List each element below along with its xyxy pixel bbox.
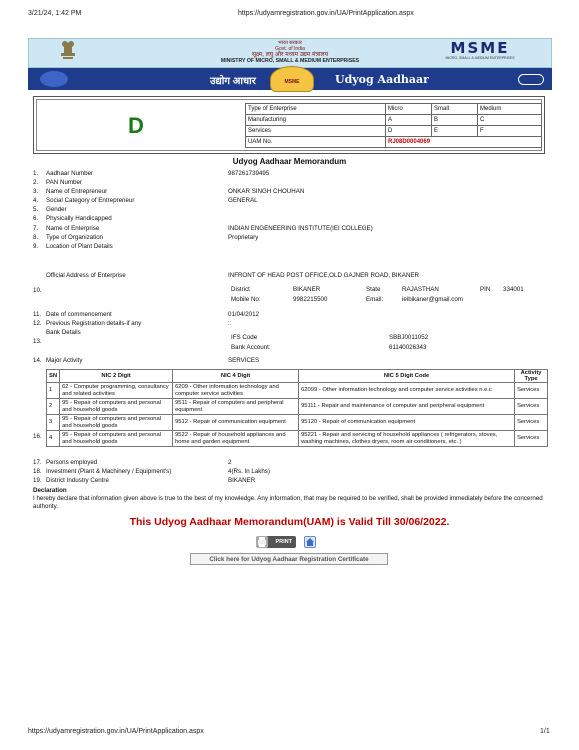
nic-activity-type: Services — [515, 383, 548, 399]
print-url-top: https://udyamregistration.gov.in/UA/PrintApplication.aspx — [238, 10, 414, 17]
email-value: ieibikaner@gmail.com — [402, 296, 463, 303]
makeinindia-logo-icon — [518, 74, 544, 85]
column-header: SN — [47, 370, 60, 383]
table-cell: Services — [246, 126, 386, 137]
nic-sn: 3 — [47, 415, 60, 431]
nic-5-digit: 95221 - Repair and servicing of household appliances ( refrigerators, stoves, washing machines, clothes dryers, room air conditioners, etc. ) — [299, 431, 515, 447]
govt-label: Govt. of India — [275, 46, 305, 52]
field-number: 1. — [33, 170, 39, 177]
nic-activity-type: Services — [515, 415, 548, 431]
previous-number: 12. — [33, 320, 42, 327]
field-label: Type of Organization — [46, 234, 104, 241]
table-cell: D — [386, 126, 432, 137]
field-value: ONKAR SINGH CHOUHAN — [228, 188, 305, 195]
page-count: 1/1 — [540, 728, 550, 735]
mobile-value: 9982215500 — [293, 296, 328, 303]
field-number: 3. — [33, 188, 39, 195]
pin-value: 334001 — [503, 286, 524, 293]
field-label: Social Category of Entrepreneur — [46, 197, 135, 204]
table-cell: F — [478, 126, 542, 137]
nic-activity-type: Services — [515, 431, 548, 447]
table-row — [246, 104, 542, 115]
field-label: Aadhaar Number — [46, 170, 94, 177]
field-label: Location of Plant Details — [46, 243, 113, 250]
previous-label: Previous Registration details-if any — [46, 320, 142, 327]
ministry-label: MINISTRY OF MICRO, SMALL & MEDIUM ENTERPRISES — [220, 58, 360, 64]
bank-label: Bank Details — [46, 329, 81, 336]
udyog-aadhaar-hindi: उद्योग आधार — [210, 76, 256, 87]
certificate-link-button[interactable]: Click here for Udyog Aadhaar Registration Certificate — [190, 553, 388, 565]
print-url-bottom: https://udyamregistration.gov.in/UA/PrintApplication.aspx — [28, 728, 204, 735]
table-cell: A — [386, 115, 432, 126]
pin-label: PIN — [480, 286, 491, 293]
nic-sn: 4 — [47, 431, 60, 447]
nic-4-digit: 9512 - Repair of communication equipment — [173, 415, 299, 431]
persons-label: Persons employed — [46, 459, 98, 466]
nic-sn: 1 — [47, 383, 60, 399]
hindi-ministry-label: सूक्ष्म, लघु और मध्यम उद्यम मंत्रालय — [251, 52, 329, 58]
uam-label: UAM No. — [246, 137, 386, 148]
field-value: Proprietary — [228, 234, 259, 241]
declaration-heading: Declaration — [33, 487, 67, 494]
nic-code-table — [46, 369, 548, 447]
column-header: Activity Type — [515, 370, 548, 383]
table-cell: Small — [432, 104, 478, 115]
account-label: Bank Account: — [231, 344, 271, 351]
print-datetime: 3/21/24, 1:42 PM — [28, 10, 82, 17]
declaration-text: I hereby declare that information given above is true to the best of my knowledge. Any information, that may be required to be verified, shall be provided immediately before the concerned authority. — [33, 495, 543, 510]
table-row — [47, 431, 548, 447]
validity-notice: This Udyog Aadhaar Memorandum(UAM) is Valid Till 30/06/2022. — [129, 516, 450, 528]
mobile-label: Mobile No: — [231, 296, 261, 303]
hindi-govt-label: भारत सरकार — [278, 40, 302, 46]
table-row — [47, 399, 548, 415]
nic-4-digit: 9522 - Repair of household appliances and home and garden equipment — [173, 431, 299, 447]
enterprise-type-table — [245, 103, 542, 148]
previous-value: :: — [228, 320, 232, 327]
field-value: 987261739495 — [228, 170, 270, 177]
dic-number: 19. — [33, 477, 42, 484]
msme-logo-text: MSME — [450, 39, 510, 57]
uam-number: RJ08D0004069 — [386, 137, 542, 148]
table-row — [246, 126, 542, 137]
column-header: NIC 4 Digit — [173, 370, 299, 383]
nic-number: 16. — [33, 433, 42, 440]
ministry-title — [180, 40, 400, 64]
activity-number: 14. — [33, 357, 42, 364]
digital-india-logo-icon — [40, 71, 68, 87]
address-line: INFRONT OF HEAD POST OFFICE,OLD GAJNER ROAD, BIKANER — [228, 272, 419, 279]
table-header-row — [47, 370, 548, 383]
udyog-aadhaar-title: Udyog Aadhaar — [335, 73, 429, 86]
commencement-label: Date of commencement — [46, 311, 112, 318]
field-number: 8. — [33, 234, 39, 241]
activity-value: SERVICES — [228, 357, 260, 364]
nic-activity-type: Services — [515, 399, 548, 415]
ifs-value: SBBJ0011052 — [389, 334, 429, 341]
nic-4-digit: 6209 - Other information technology and computer service activities — [173, 383, 299, 399]
table-cell: Medium — [478, 104, 542, 115]
field-value: GENERAL — [228, 197, 258, 204]
table-row — [47, 415, 548, 431]
nic-5-digit: 95120 - Repair of communication equipment — [299, 415, 515, 431]
msme-logo-subtext: MICRO, SMALL & MEDIUM ENTERPRISES — [445, 56, 515, 60]
nic-2-digit: 62 - Computer programming, consultancy and related activities — [60, 383, 173, 399]
investment-label: Investment (Plant & Machinery / Equipment's) — [46, 468, 172, 475]
table-cell: Micro — [386, 104, 432, 115]
field-number: 5. — [33, 206, 39, 213]
table-cell: Manufacturing — [246, 115, 386, 126]
activity-label: Major Activity — [46, 357, 83, 364]
column-header: NIC 5 Digit Code — [299, 370, 515, 383]
nic-5-digit: 62099 - Other information technology and computer service activities n.e.c — [299, 383, 515, 399]
field-number: 7. — [33, 225, 39, 232]
field-number: 6. — [33, 215, 39, 222]
field-label: Physically Handicapped — [46, 215, 112, 222]
print-button-label: PRINT — [275, 539, 292, 545]
dic-label: District Industry Centre — [46, 477, 109, 484]
email-label: Email: — [366, 296, 384, 303]
persons-value: 2 — [228, 459, 232, 466]
address-label: Official Address of Enterprise — [46, 272, 126, 279]
investment-number: 18. — [33, 468, 42, 475]
category-letter: D — [128, 113, 144, 138]
table-cell: Type of Enterprise — [246, 104, 386, 115]
dic-value: BIKANER — [228, 477, 256, 484]
table-cell: E — [432, 126, 478, 137]
investment-value: 4(Rs. In Lakhs) — [228, 468, 270, 475]
nic-4-digit: 9511 - Repair of computers and peripheral equipment — [173, 399, 299, 415]
table-row — [246, 137, 542, 148]
bank-number: 13. — [33, 338, 42, 345]
field-label: PAN Number — [46, 179, 82, 186]
table-cell: B — [432, 115, 478, 126]
column-header: NIC 2 Digit — [60, 370, 173, 383]
msme-logo — [430, 40, 530, 60]
district-value: BIKANER — [293, 286, 321, 293]
field-number: 2. — [33, 179, 39, 186]
persons-number: 17. — [33, 459, 42, 466]
commencement-value: 01/04/2012 — [228, 311, 259, 318]
nic-5-digit: 95111 - Repair and maintenance of computer and peripheral equipment — [299, 399, 515, 415]
commencement-number: 11. — [33, 311, 42, 318]
field-number: 4. — [33, 197, 39, 204]
field-value: INDIAN ENGENEERING INSTITUTE(IEI COLLEGE) — [228, 225, 373, 232]
nic-2-digit: 95 - Repair of computers and personal and household goods — [60, 431, 173, 447]
page-title: Udyog Aadhaar Memorandum — [232, 157, 347, 166]
ifs-label: IFS Code — [231, 334, 258, 341]
account-value: 61140026343 — [389, 344, 427, 351]
field-label: Name of Entrepreneur — [46, 188, 108, 195]
udyog-aadhaar-emblem: MSME — [270, 66, 314, 92]
field-number: 9. — [33, 243, 39, 250]
state-label: State — [366, 286, 381, 293]
home-icon[interactable] — [304, 536, 316, 548]
field-label: Gender — [46, 206, 67, 213]
table-cell: C — [478, 115, 542, 126]
nic-sn: 2 — [47, 399, 60, 415]
table-row — [246, 115, 542, 126]
nic-2-digit: 95 - Repair of computers and personal and household goods — [60, 399, 173, 415]
district-label: District — [231, 286, 250, 293]
address-number: 10. — [33, 287, 42, 294]
nic-2-digit: 95 - Repair of computers and personal and household goods — [60, 415, 173, 431]
printer-icon[interactable] — [256, 536, 268, 548]
table-row — [47, 383, 548, 399]
national-emblem-icon — [55, 40, 81, 64]
state-value: RAJASTHAN — [402, 286, 439, 293]
field-label: Name of Enterprise — [46, 225, 100, 232]
